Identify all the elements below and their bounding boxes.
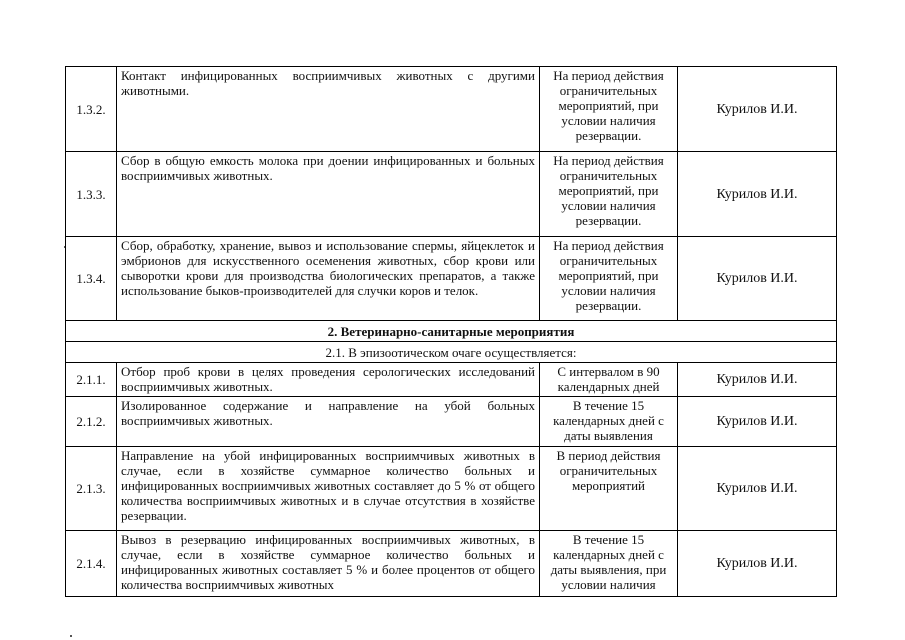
subsection-heading: 2.1. В эпизоотическом очаге осуществляется: — [66, 342, 837, 363]
measure-description: Вывоз в резервацию инфицированных восприимчивых животных, в случае, если в хозяйстве суммарное количество больных и инфицированных животных составляет 5 % и более процентов от общего количества восприимчивых животных — [117, 531, 540, 597]
responsible-person: Курилов И.И. — [678, 152, 837, 237]
row-number: 2.1.1. — [66, 363, 117, 397]
responsible-person: Курилов И.И. — [678, 447, 837, 531]
section-row — [66, 321, 837, 342]
scan-speck — [64, 246, 65, 248]
table-row — [66, 397, 837, 447]
table-row — [66, 447, 837, 531]
measure-description: Направление на убой инфицированных восприимчивых животных в случае, если в хозяйстве суммарное количество больных и инфицированных восприимчивых животных составляет до 5 % от общего количества восприимчивых животных и в случае отсутствия в хозяйстве резервации. — [117, 447, 540, 531]
measure-period: В течение 15 календарных дней с даты выявления — [540, 397, 678, 447]
row-number: 1.3.2. — [66, 67, 117, 152]
table-row — [66, 152, 837, 237]
measure-description: Контакт инфицированных восприимчивых животных с другими животными. — [117, 67, 540, 152]
measure-period: В течение 15 календарных дней с даты выявления, при условии наличия — [540, 531, 678, 597]
row-number: 2.1.3. — [66, 447, 117, 531]
row-number: 2.1.2. — [66, 397, 117, 447]
row-number: 1.3.3. — [66, 152, 117, 237]
scan-speck — [70, 635, 72, 637]
responsible-person: Курилов И.И. — [678, 363, 837, 397]
row-number: 2.1.4. — [66, 531, 117, 597]
responsible-person: Курилов И.И. — [678, 531, 837, 597]
subsection-row — [66, 342, 837, 363]
measure-period: На период действия ограничительных мероприятий, при условии наличия резервации. — [540, 67, 678, 152]
measure-period: На период действия ограничительных мероприятий, при условии наличия резервации. — [540, 152, 678, 237]
measure-description: Сбор в общую емкость молока при доении инфицированных и больных восприимчивых животных. — [117, 152, 540, 237]
measure-period: В период действия ограничительных мероприятий — [540, 447, 678, 531]
measure-period: На период действия ограничительных мероприятий, при условии наличия резервации. — [540, 237, 678, 321]
responsible-person: Курилов И.И. — [678, 237, 837, 321]
measure-description: Отбор проб крови в целях проведения серологических исследований восприимчивых животных. — [117, 363, 540, 397]
responsible-person: Курилов И.И. — [678, 397, 837, 447]
table-row — [66, 237, 837, 321]
measure-description: Изолированное содержание и направление на убой больных восприимчивых животных. — [117, 397, 540, 447]
table-row — [66, 67, 837, 152]
row-number: 1.3.4. — [66, 237, 117, 321]
table-row — [66, 531, 837, 597]
responsible-person: Курилов И.И. — [678, 67, 837, 152]
measures-table — [65, 66, 837, 597]
section-heading: 2. Ветеринарно-санитарные мероприятия — [66, 321, 837, 342]
measure-period: С интервалом в 90 календарных дней — [540, 363, 678, 397]
table-row — [66, 363, 837, 397]
measure-description: Сбор, обработку, хранение, вывоз и использование спермы, яйцеклеток и эмбрионов для искусственного осеменения животных, сбор крови или сыворотки крови для производства биологических препаратов, а также использование быков-производителей для случки коров и телок. — [117, 237, 540, 321]
